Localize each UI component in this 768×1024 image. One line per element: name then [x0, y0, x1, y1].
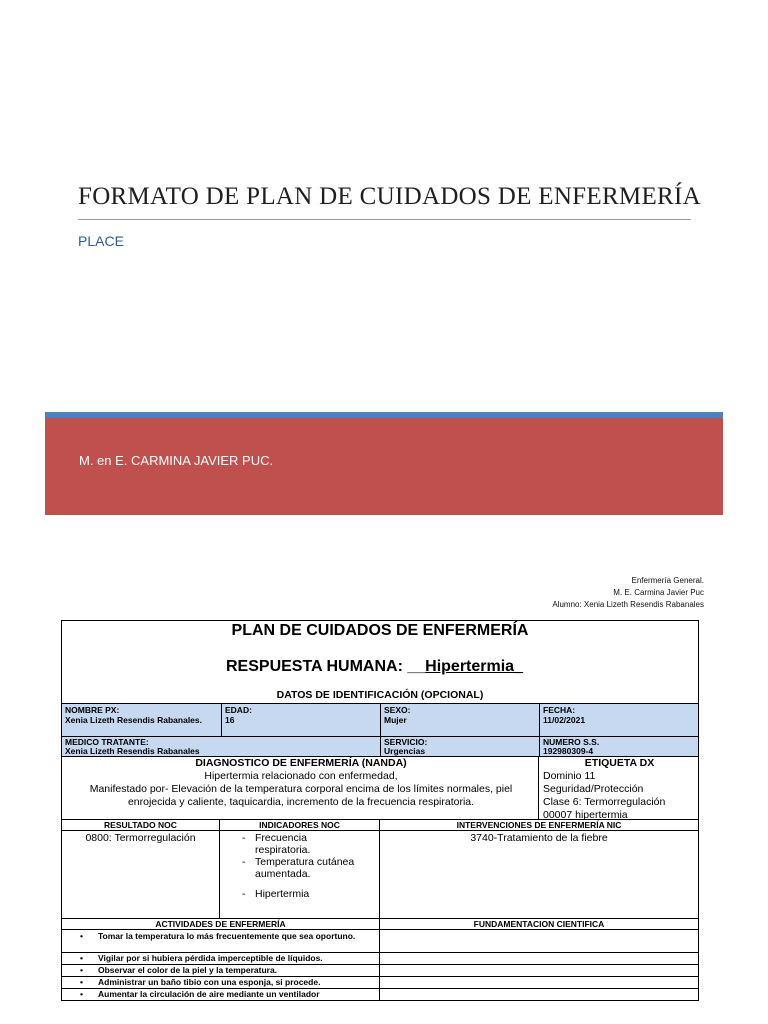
- respuesta-label: RESPUESTA HUMANA: __: [226, 658, 426, 675]
- actividad-item: • Observar el color de la piel y la temperatura.: [61, 965, 361, 977]
- indicador-item: - Hipertermia: [238, 888, 363, 900]
- fundamentacion-heading: FUNDAMENTACION CIENTIFICA: [473, 919, 605, 929]
- resultado-noc-cell: [61, 830, 220, 919]
- fecha-label: FECHA:: [543, 705, 576, 715]
- indicadores-noc-cell: [219, 830, 380, 919]
- meta-teacher: M. E. Carmina Javier Puc: [613, 588, 704, 597]
- medico-cell: [61, 736, 381, 757]
- edad-value: 16: [225, 715, 235, 725]
- banner-author-name: M. en E. CARMINA JAVIER PUC.: [79, 453, 274, 468]
- actividades-list: [61, 931, 361, 1001]
- actividad-item: • Tomar la temperatura lo más frecuentemente que sea oportuno.: [61, 931, 361, 953]
- resultado-noc-heading: RESULTADO NOC: [104, 820, 177, 830]
- care-plan-form: [61, 620, 699, 1001]
- fecha-value: 11/02/2021: [543, 715, 586, 725]
- intervenciones-nic-cell: [379, 830, 699, 919]
- etiqueta-cell: [538, 756, 699, 820]
- etiqueta-seguridad: Seguridad/Protección: [543, 783, 644, 795]
- fundamentacion-row-5: [379, 988, 699, 1001]
- indicadores-list: [238, 832, 363, 900]
- numero-ss-value: 192980309-4: [543, 746, 594, 756]
- meta-course: Enfermería General.: [631, 576, 704, 585]
- etiqueta-dominio: Dominio 11: [543, 770, 596, 782]
- author-banner: [45, 418, 723, 515]
- etiqueta-codigo: 00007 hipertermia: [543, 809, 628, 821]
- respuesta-humana: [226, 658, 523, 676]
- diagnostico-line2: Manifestado por- Elevación de la temperatura corporal encima de los límites normales, piel enrojecida y caliente, taquicardia, incremento de la frecuencia respiratoria.: [89, 783, 513, 808]
- servicio-value: Urgencias: [384, 746, 426, 756]
- nombre-cell: [61, 703, 222, 737]
- etiqueta-clase: Clase 6: Termorregulación: [543, 796, 666, 808]
- datos-identificacion-heading: DATOS DE IDENTIFICACIÓN (OPCIONAL): [276, 689, 484, 701]
- actividades-heading: ACTIVIDADES DE ENFERMERÍA: [155, 919, 286, 929]
- resultado-noc-value: 0800: Termorregulación: [85, 832, 196, 844]
- document-title: FORMATO DE PLAN DE CUIDADOS DE ENFERMERÍA: [78, 183, 701, 210]
- medico-value: Xenia Lizeth Resendis Rabanales: [65, 746, 200, 756]
- respuesta-value: Hipertermia_: [425, 658, 523, 675]
- actividad-item: • Vigilar por si hubiera pérdida imperceptible de líquidos.: [61, 953, 361, 965]
- medico-label: MEDICO TRATANTE:: [65, 737, 149, 747]
- meta-student: Alumno: Xenia Lizeth Resendis Rabanales: [552, 600, 704, 609]
- plan-title: PLAN DE CUIDADOS DE ENFERMERÍA: [231, 622, 529, 639]
- nombre-value: Xenia Lizeth Resendis Rabanales.: [65, 715, 202, 725]
- actividad-item: • Aumentar la circulación de aire mediante un ventilador: [61, 989, 361, 1001]
- edad-label: EDAD:: [225, 705, 252, 715]
- sexo-value: Mujer: [384, 715, 407, 725]
- indicadores-noc-heading: INDICADORES NOC: [259, 820, 340, 830]
- servicio-cell: [380, 736, 540, 757]
- title-divider: [78, 219, 691, 220]
- intervenciones-nic-heading: INTERVENCIONES DE ENFERMERÍA NIC: [456, 820, 622, 830]
- numero-ss-label: NUMERO S.S.: [543, 737, 600, 747]
- intervenciones-nic-value: 3740-Tratamiento de la fiebre: [470, 832, 608, 844]
- diagnostico-line1: Hipertermia relacionado con enfermedad,: [204, 770, 398, 782]
- fundamentacion-row-1: [379, 929, 699, 953]
- fecha-cell: [539, 703, 699, 737]
- sexo-label: SEXO:: [384, 705, 411, 715]
- diagnostico-cell: [61, 756, 539, 820]
- indicador-item: - Frecuencia respiratoria.: [238, 832, 363, 856]
- edad-cell: [221, 703, 381, 737]
- numero-ss-cell: [539, 736, 699, 757]
- sexo-cell: [380, 703, 540, 737]
- indicador-item: - Temperatura cutánea aumentada.: [238, 856, 363, 880]
- document-meta: [552, 575, 704, 611]
- nombre-label: NOMBRE PX:: [65, 705, 120, 715]
- etiqueta-heading: ETIQUETA DX: [584, 757, 655, 769]
- servicio-label: SERVICIO:: [384, 737, 428, 747]
- actividad-item: • Administrar un baño tibio con una esponja, si procede.: [61, 977, 361, 989]
- diagnostico-heading: DIAGNOSTICO DE ENFERMERÍA (NANDA): [195, 757, 407, 769]
- document-subtitle: PLACE: [78, 233, 124, 249]
